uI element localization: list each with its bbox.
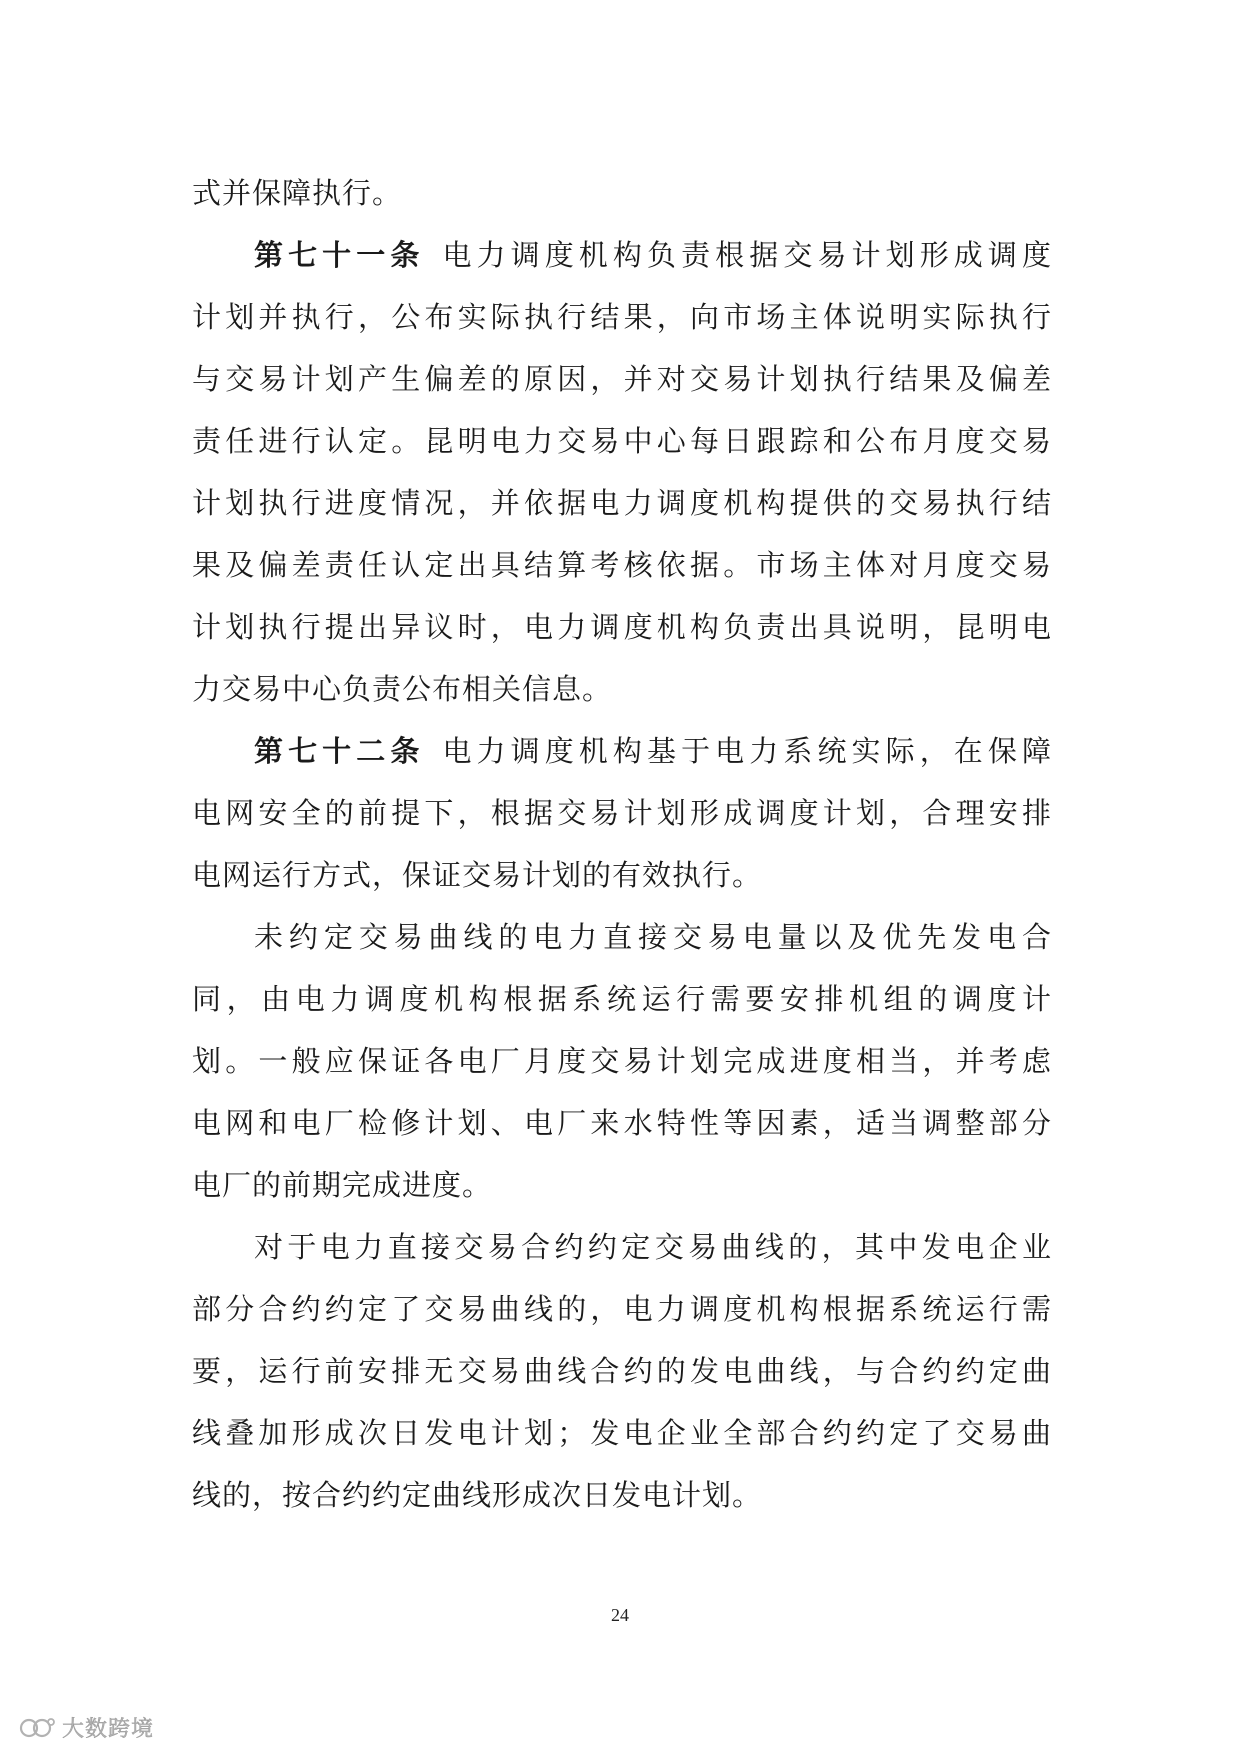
text-line [192, 782, 1052, 844]
text-line [192, 720, 1052, 782]
line-text: 电力调度机构基于电力系统实际，在保障 [442, 734, 1052, 768]
line-text: 对于电力直接交易合约约定交易曲线的，其中发电企业 [254, 1230, 1052, 1264]
text-line [192, 162, 1052, 224]
text-line [192, 968, 1052, 1030]
line-text: 划。一般应保证各电厂月度交易计划完成进度相当，并考虑 [192, 1044, 1052, 1078]
text-line [192, 224, 1052, 286]
text-line [192, 1092, 1052, 1154]
text-line [192, 1278, 1052, 1340]
line-text: 计划并执行，公布实际执行结果，向市场主体说明实际执行 [192, 300, 1052, 334]
line-text: 电网安全的前提下，根据交易计划形成调度计划，合理安排 [192, 796, 1052, 830]
line-text: 未约定交易曲线的电力直接交易电量以及优先发电合 [254, 920, 1052, 954]
page-number: 24 [611, 1605, 629, 1625]
line-text: 计划执行提出异议时，电力调度机构负责出具说明，昆明电 [192, 610, 1052, 644]
line-text: 与交易计划产生偏差的原因，并对交易计划执行结果及偏差 [192, 362, 1052, 396]
line-text: 线叠加形成次日发电计划；发电企业全部合约约定了交易曲 [192, 1416, 1052, 1450]
line-text: 果及偏差责任认定出具结算考核依据。市场主体对月度交易 [192, 548, 1052, 582]
text-line [192, 844, 1052, 906]
line-text: 要，运行前安排无交易曲线合约的发电曲线，与合约约定曲 [192, 1354, 1052, 1388]
line-text: 电力调度机构负责根据交易计划形成调度 [442, 238, 1052, 272]
line-text: 同，由电力调度机构根据系统运行需要安排机组的调度计 [192, 982, 1052, 1016]
line-text: 电网和电厂检修计划、电厂来水特性等因素，适当调整部分 [192, 1106, 1052, 1140]
text-line [192, 658, 1052, 720]
text-line [192, 1030, 1052, 1092]
text-line [192, 1216, 1052, 1278]
line-text: 电厂的前期完成进度。 [192, 1168, 493, 1202]
text-line [192, 348, 1052, 410]
text-line [192, 906, 1052, 968]
line-text: 式并保障执行。 [192, 176, 403, 210]
watermark [18, 1712, 154, 1743]
line-text: 力交易中心负责公布相关信息。 [192, 672, 613, 706]
text-line [192, 1464, 1052, 1526]
text-line [192, 286, 1052, 348]
article-number: 第七十一条 [254, 238, 425, 272]
text-line [192, 1402, 1052, 1464]
text-line [192, 1154, 1052, 1216]
brand-logo-icon [18, 1716, 58, 1740]
text-line [192, 410, 1052, 472]
line-text: 线的，按合约约定曲线形成次日发电计划。 [192, 1478, 763, 1512]
document-body [192, 162, 1052, 1526]
line-text: 部分合约约定了交易曲线的，电力调度机构根据系统运行需 [192, 1292, 1052, 1326]
text-line [192, 596, 1052, 658]
text-line [192, 1340, 1052, 1402]
article-number: 第七十二条 [254, 734, 425, 768]
text-line [192, 534, 1052, 596]
line-text: 电网运行方式，保证交易计划的有效执行。 [192, 858, 763, 892]
text-line [192, 472, 1052, 534]
line-text: 计划执行进度情况，并依据电力调度机构提供的交易执行结 [192, 486, 1052, 520]
line-text: 责任进行认定。昆明电力交易中心每日跟踪和公布月度交易 [192, 424, 1052, 458]
watermark-text: 大数跨境 [62, 1717, 155, 1742]
